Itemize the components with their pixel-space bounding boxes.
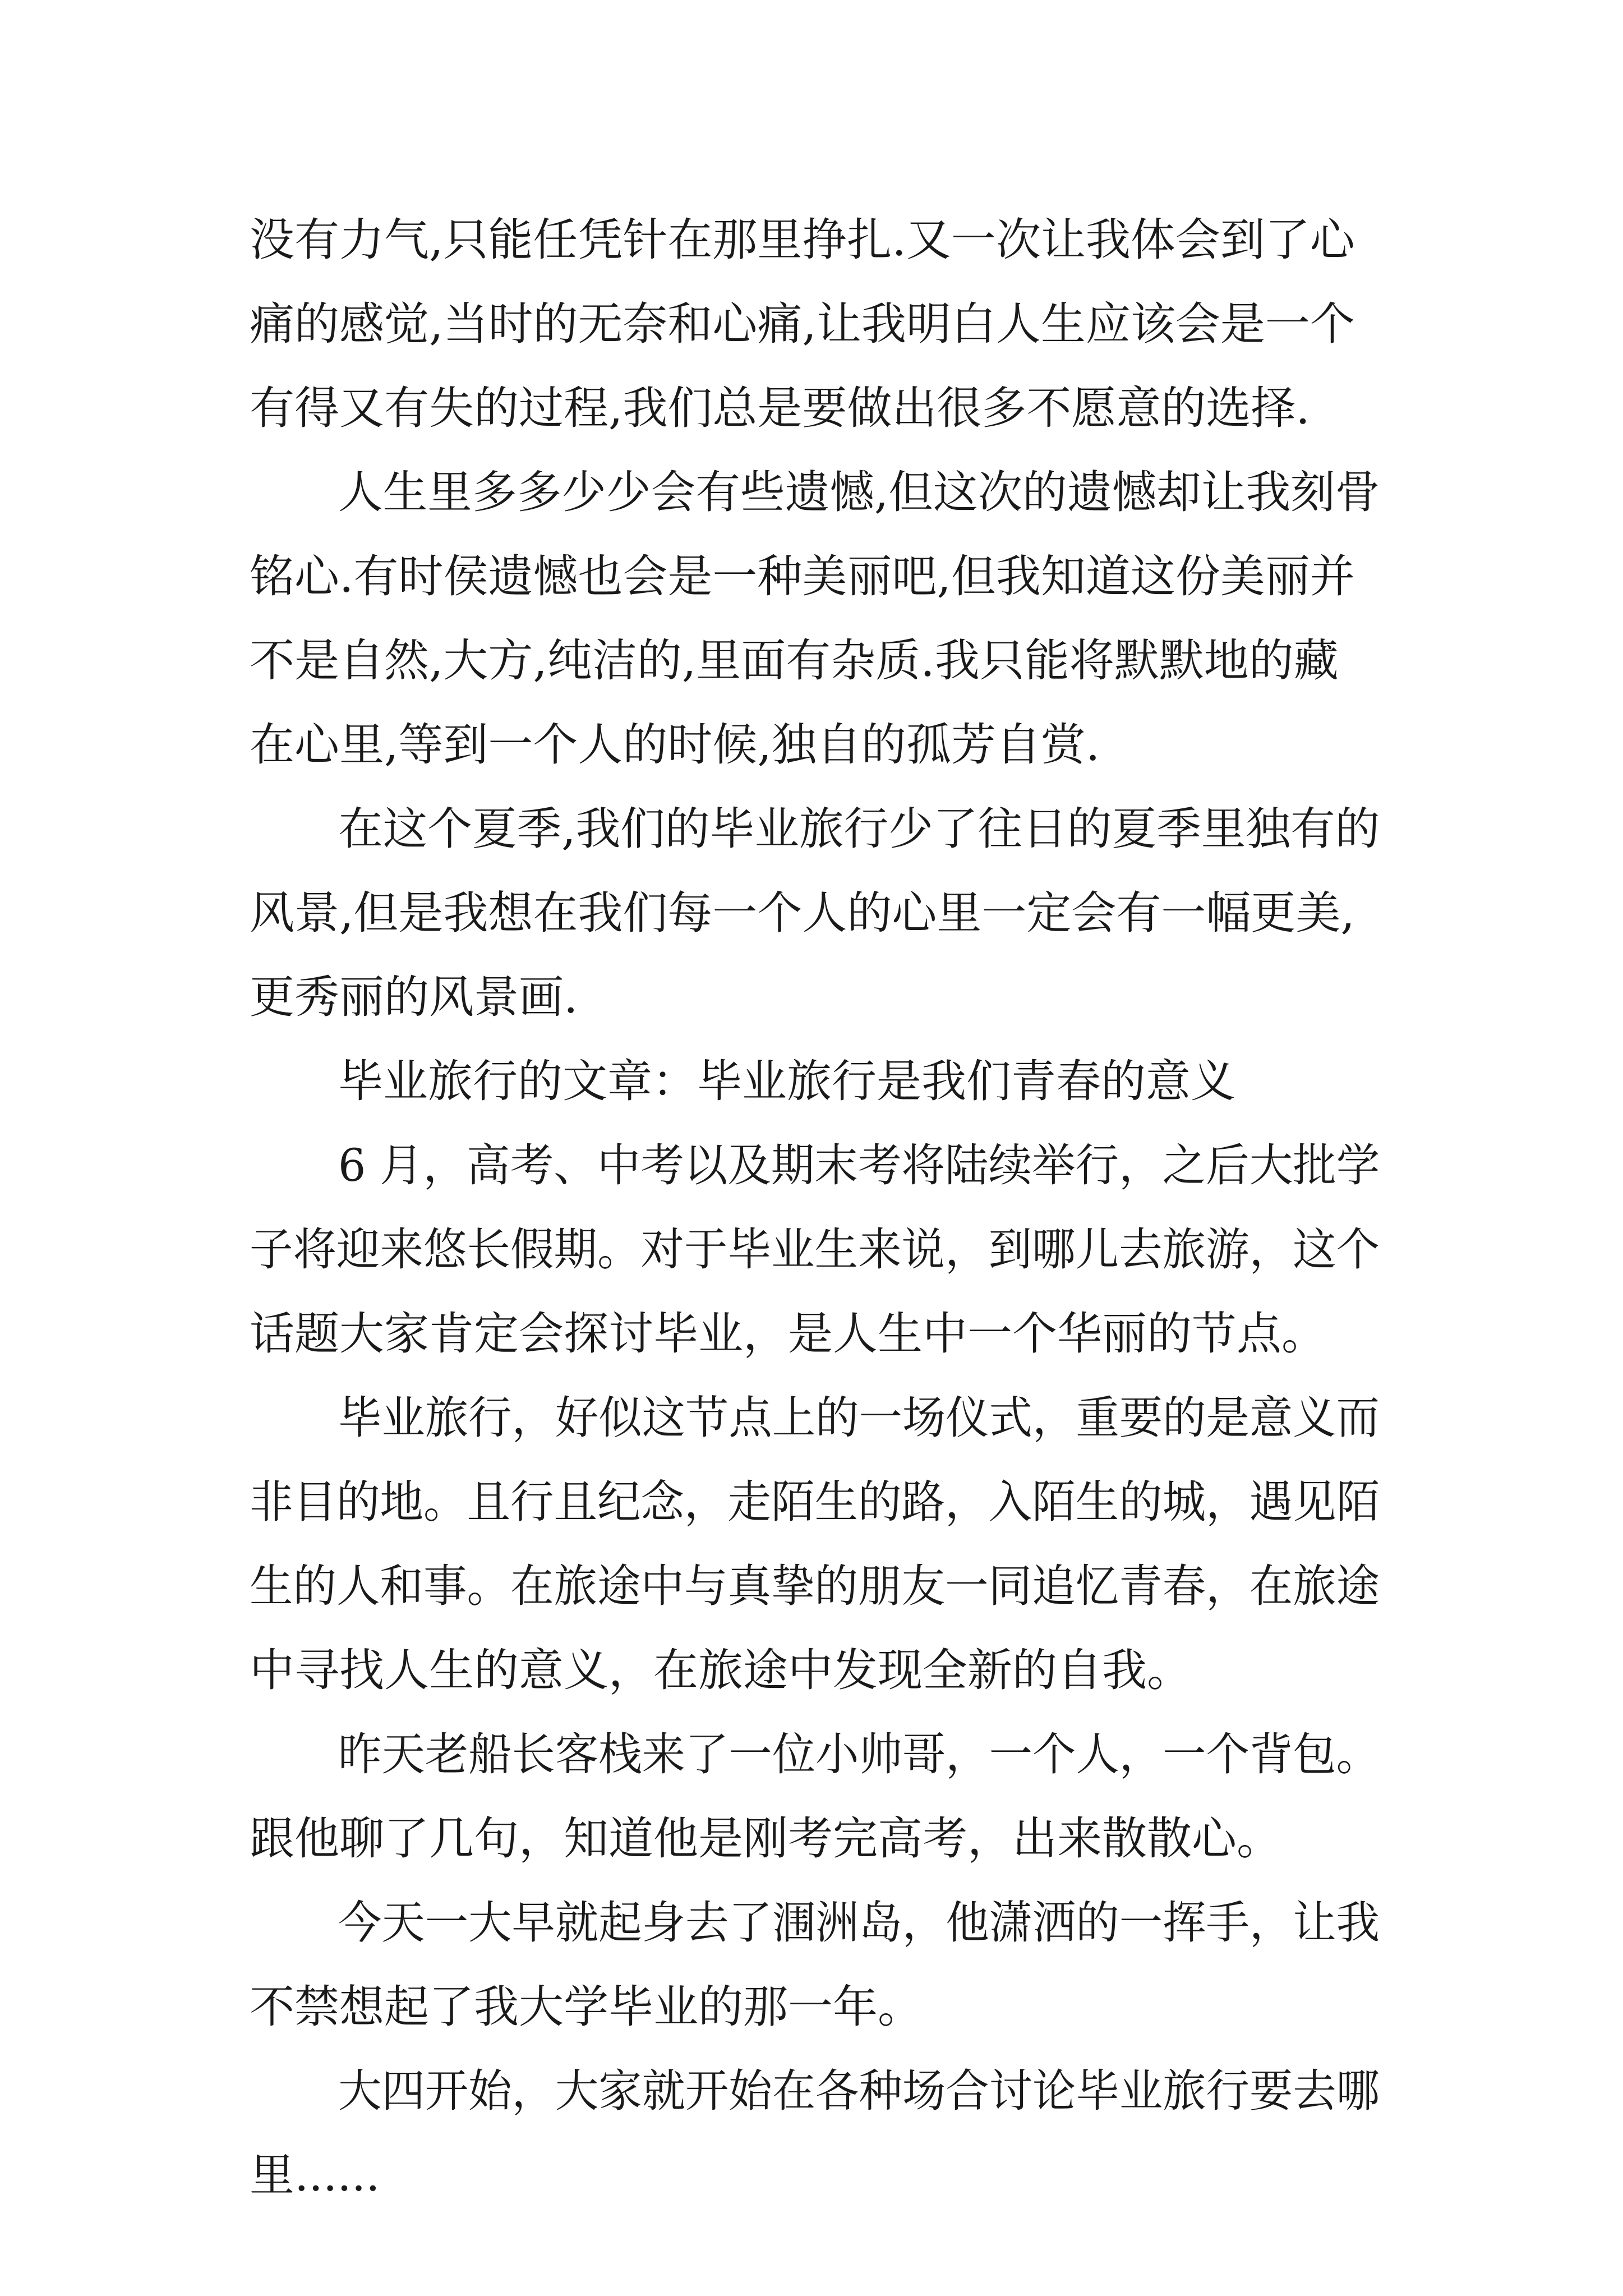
- text-line: 不是自然,大方,纯洁的,里面有杂质.我只能将默默地的藏: [250, 634, 1339, 687]
- text-line: 中寻找人生的意义，在旅途中发现全新的自我。: [250, 1644, 1192, 1696]
- text-line: 话题大家肯定会探讨毕业，是人生中一个华丽的节点。: [250, 1308, 1326, 1360]
- text-line: 铭心.有时侯遗憾也会是一种美丽吧,但我知道这份美丽并: [250, 550, 1355, 602]
- text-line: 生的人和事。在旅途中与真挚的朋友一同追忆青春，在旅途: [250, 1560, 1380, 1612]
- text-line: 更秀丽的风景画.: [250, 971, 578, 1023]
- paragraph-start-line: 人生里多多少少会有些遗憾,但这次的遗憾却让我刻骨: [338, 466, 1380, 518]
- text-line: 痛的感觉,当时的无奈和心痛,让我明白人生应该会是一个: [250, 298, 1355, 350]
- text-line: 有得又有失的过程,我们总是要做出很多不愿意的选择.: [250, 382, 1310, 434]
- text-line: 在心里,等到一个人的时候,独自的孤芳自赏.: [250, 719, 1100, 771]
- paragraph-start-line: 大四开始，大家就开始在各种场合讨论毕业旅行要去哪: [338, 2065, 1380, 2117]
- paragraph-start-line: 在这个夏季,我们的毕业旅行少了往日的夏季里独有的: [338, 803, 1380, 855]
- text-line: 子将迎来悠长假期。对于毕业生来说，到哪儿去旅游，这个: [250, 1223, 1380, 1276]
- paragraph-start-line: 6 月，高考、中考以及期末考将陆续举行，之后大批学: [338, 1139, 1380, 1191]
- paragraph-start-line: 昨天老船长客栈来了一位小帅哥，一个人，一个背包。: [338, 1728, 1380, 1780]
- text-line: 风景,但是我想在我们每一个人的心里一定会有一幅更美,: [250, 887, 1355, 939]
- text-line: 里......: [250, 2149, 380, 2201]
- text-line: 没有力气,只能任凭针在那里挣扎.又一次让我体会到了心: [250, 214, 1355, 266]
- text-line: 不禁想起了我大学毕业的那一年。: [250, 1981, 923, 2033]
- paragraph-start-line: 毕业旅行，好似这节点上的一场仪式，重要的是意义而: [338, 1392, 1380, 1444]
- text-line: 非目的地。且行且纪念，走陌生的路，入陌生的城，遇见陌: [250, 1476, 1380, 1528]
- article-heading: 毕业旅行的文章：毕业旅行是我们青春的意义: [338, 1055, 1235, 1107]
- text-line: 跟他聊了几句，知道他是刚考完高考，出来散散心。: [250, 1812, 1281, 1865]
- paragraph-start-line: 今天一大早就起身去了涠洲岛，他潇洒的一挥手，让我: [338, 1897, 1380, 1949]
